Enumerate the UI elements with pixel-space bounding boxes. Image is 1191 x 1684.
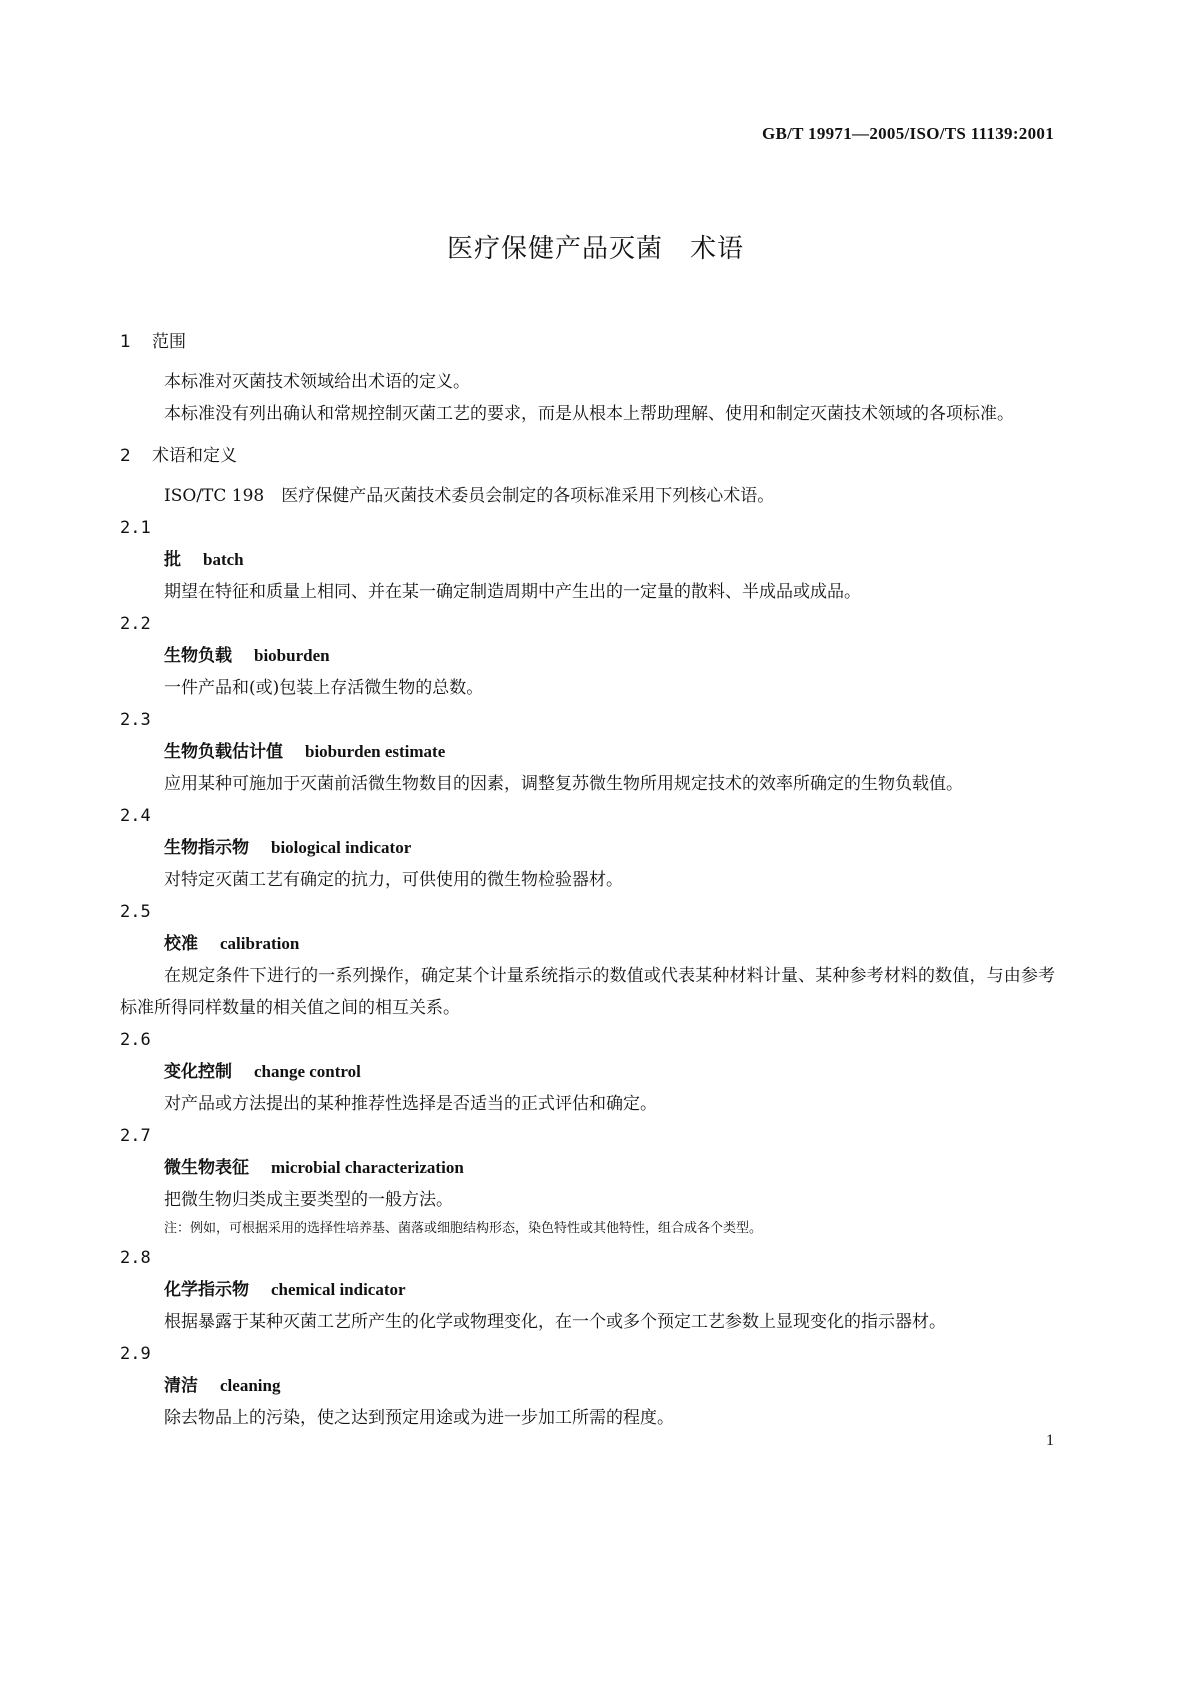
term-name xyxy=(120,1370,1055,1402)
term-entry-2-7 xyxy=(120,1120,1055,1242)
section-number: 2 xyxy=(120,446,131,466)
term-number: 2.5 xyxy=(120,902,151,922)
term-name xyxy=(120,1152,1055,1184)
term-zh: 校准 xyxy=(164,934,198,954)
section-body-2 xyxy=(120,480,1055,512)
term-entry-2-4 xyxy=(120,800,1055,896)
document-title: 医疗保健产品灭菌 术语 xyxy=(446,234,744,264)
term-zh: 微生物表征 xyxy=(164,1158,249,1178)
section-heading-1 xyxy=(120,326,1055,358)
term-entry-2-3 xyxy=(120,704,1055,800)
paragraph: 本标准对灭菌技术领域给出术语的定义。 xyxy=(164,372,470,392)
term-en: microbial characterization xyxy=(271,1158,464,1177)
section-body-1 xyxy=(120,366,1055,430)
term-definition: 对产品或方法提出的某种推荐性选择是否适当的正式评估和确定。 xyxy=(164,1094,657,1114)
term-entry-2-8 xyxy=(120,1242,1055,1338)
term-definition: 一件产品和(或)包装上存活微生物的总数。 xyxy=(164,678,484,698)
term-entry-2-1 xyxy=(120,512,1055,608)
term-name xyxy=(120,640,1055,672)
term-zh: 生物负载估计值 xyxy=(164,742,283,762)
section-title: 范围 xyxy=(152,332,186,352)
term-note: 注：例如，可根据采用的选择性培养基、菌落或细胞结构形态，染色特性或其他特性，组合成各个类型。 xyxy=(164,1221,763,1236)
paragraph: 本标准没有列出确认和常规控制灭菌工艺的要求，而是从根本上帮助理解、使用和制定灭菌技术领域的各项标准。 xyxy=(164,404,1014,424)
term-en: chemical indicator xyxy=(271,1280,406,1299)
term-en: batch xyxy=(203,550,244,569)
term-zh: 清洁 xyxy=(164,1376,198,1396)
page-number: 1 xyxy=(1046,1432,1054,1449)
term-zh: 生物负载 xyxy=(164,646,232,666)
term-entry-2-9 xyxy=(120,1338,1055,1434)
term-name xyxy=(120,544,1055,576)
term-zh: 生物指示物 xyxy=(164,838,249,858)
term-definition: 期望在特征和质量上相同、并在某一确定制造周期中产生出的一定量的散料、半成品或成品。 xyxy=(164,582,861,602)
term-name xyxy=(120,832,1055,864)
term-number: 2.3 xyxy=(120,710,151,730)
section-title: 术语和定义 xyxy=(152,446,237,466)
term-definition: 在规定条件下进行的一系列操作，确定某个计量系统指示的数值或代表某种材料计量、某种参考材料的数值，与由参考标准所得同样数量的相关值之间的相互关系。 xyxy=(120,966,1055,1018)
term-name xyxy=(120,1056,1055,1088)
standard-number: GB/T 19971—2005/ISO/TS 11139:2001 xyxy=(761,124,1054,143)
term-entry-2-6 xyxy=(120,1024,1055,1120)
term-en: calibration xyxy=(220,934,300,953)
term-entry-2-5 xyxy=(120,896,1055,1024)
term-number: 2.6 xyxy=(120,1030,151,1050)
term-en: bioburden estimate xyxy=(305,742,446,761)
term-definition: 把微生物归类成主要类型的一般方法。 xyxy=(164,1190,453,1210)
term-definition: 对特定灭菌工艺有确定的抗力，可供使用的微生物检验器材。 xyxy=(164,870,623,890)
term-name xyxy=(120,736,1055,768)
term-number: 2.2 xyxy=(120,614,151,634)
term-number: 2.1 xyxy=(120,518,151,538)
section-heading-2 xyxy=(120,440,1055,472)
term-name xyxy=(120,928,1055,960)
term-definition: 除去物品上的污染，使之达到预定用途或为进一步加工所需的程度。 xyxy=(164,1408,674,1428)
term-en: biological indicator xyxy=(271,838,412,857)
paragraph: ISO/TC 198 医疗保健产品灭菌技术委员会制定的各项标准采用下列核心术语。 xyxy=(164,486,775,506)
term-zh: 变化控制 xyxy=(164,1062,232,1082)
term-number: 2.4 xyxy=(120,806,151,826)
document-body xyxy=(120,326,1055,1434)
term-definition: 应用某种可施加于灭菌前活微生物数目的因素，调整复苏微生物所用规定技术的效率所确定的生物负载值。 xyxy=(164,774,963,794)
term-en: change control xyxy=(254,1062,361,1081)
term-en: cleaning xyxy=(220,1376,281,1395)
term-number: 2.8 xyxy=(120,1248,151,1268)
term-entry-2-2 xyxy=(120,608,1055,704)
term-number: 2.9 xyxy=(120,1344,151,1364)
section-number: 1 xyxy=(120,332,131,352)
term-en: bioburden xyxy=(254,646,330,665)
term-number: 2.7 xyxy=(120,1126,151,1146)
term-definition: 根据暴露于某种灭菌工艺所产生的化学或物理变化，在一个或多个预定工艺参数上显现变化的指示器材。 xyxy=(164,1312,946,1332)
term-zh: 化学指示物 xyxy=(164,1280,249,1300)
term-name xyxy=(120,1274,1055,1306)
term-zh: 批 xyxy=(164,550,181,570)
